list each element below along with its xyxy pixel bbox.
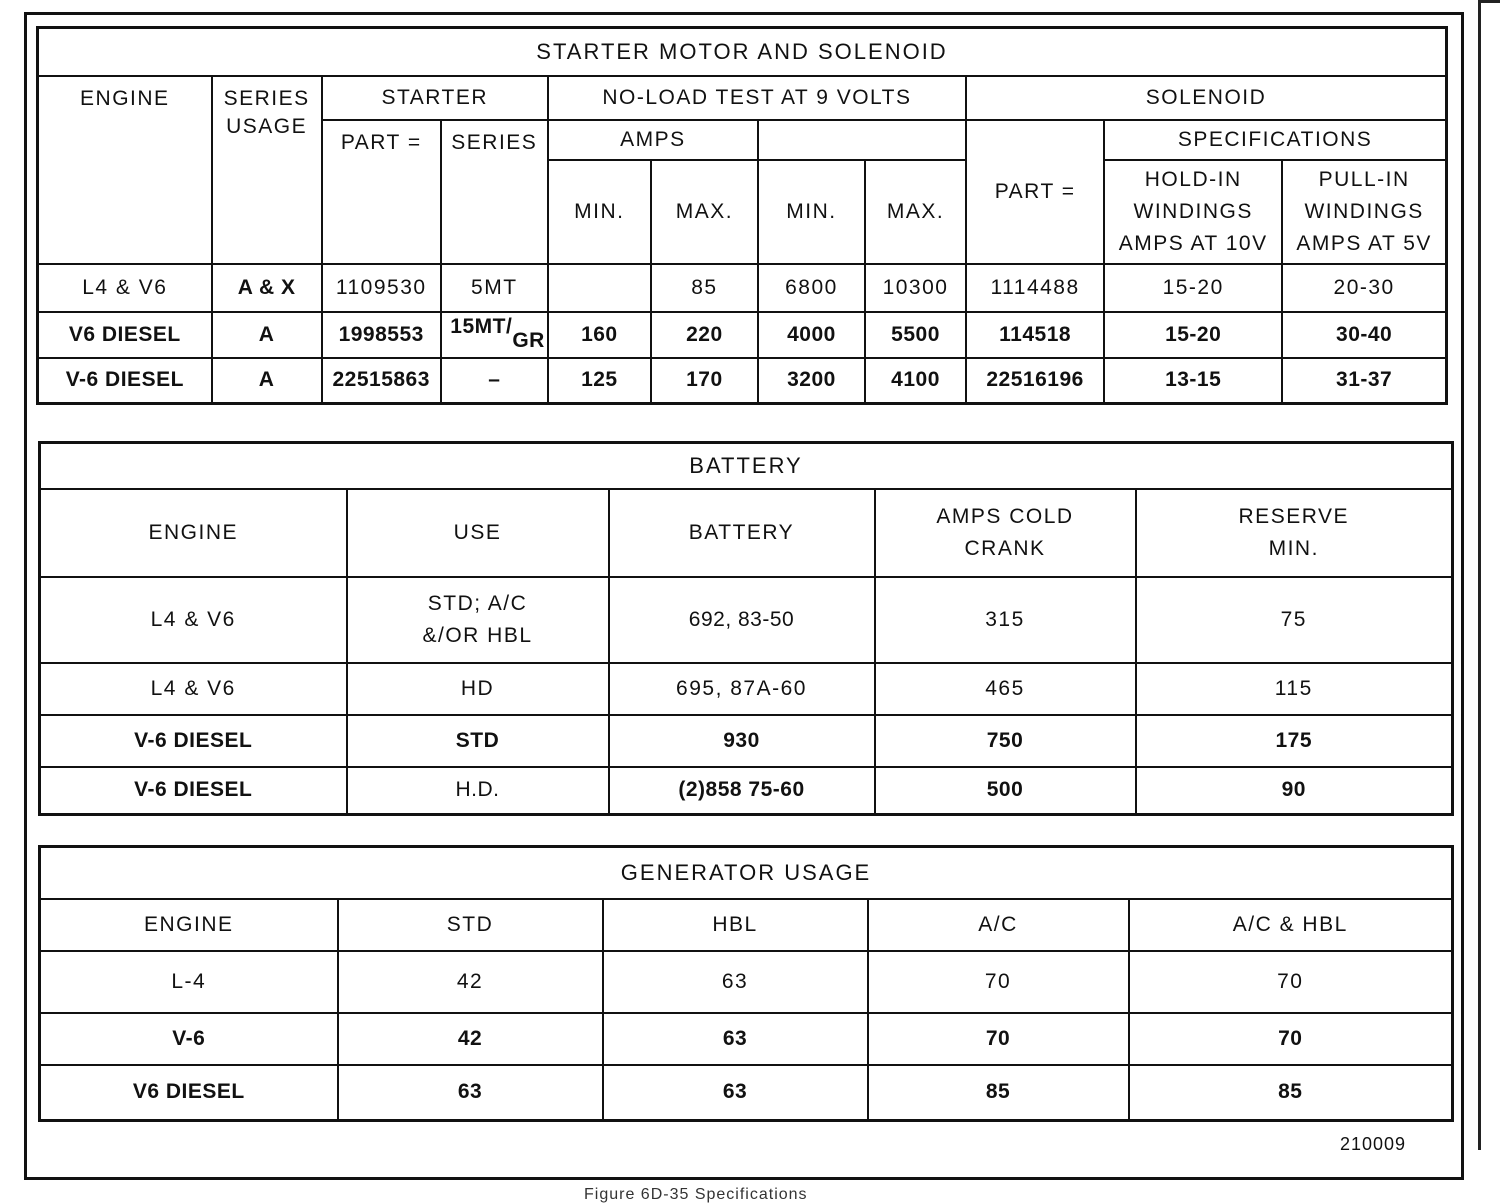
header-engine: ENGINE — [38, 76, 212, 264]
cell-battery: 695, 87A-60 — [609, 663, 875, 715]
cell-part: 1109530 — [322, 264, 441, 312]
page-edge-tick — [1478, 0, 1500, 3]
cell-min: 4000 — [758, 312, 865, 358]
cell-min: 3200 — [758, 358, 865, 404]
cell-battery: 930 — [609, 715, 875, 767]
header-starter: STARTER — [322, 76, 548, 120]
cell-ac-hbl: 85 — [1129, 1065, 1453, 1121]
cell-std: 63 — [338, 1065, 603, 1121]
cell-use: STD; A/C &/OR HBL — [347, 577, 609, 663]
cell-part: 22515863 — [322, 358, 441, 404]
cell-amps: 750 — [875, 715, 1136, 767]
cell-std: 42 — [338, 1013, 603, 1065]
cell-usage: A & X — [212, 264, 322, 312]
cell-battery: 692, 83-50 — [609, 577, 875, 663]
cell-ac-hbl: 70 — [1129, 1013, 1453, 1065]
cell-series-bottom: GR — [512, 328, 545, 352]
cell-amps: 465 — [875, 663, 1136, 715]
cell-series-top: 15MT/ — [450, 314, 513, 338]
header-solenoid-part: PART = — [966, 120, 1104, 264]
header-hold-in: HOLD-IN WINDINGS AMPS AT 10V — [1104, 160, 1282, 264]
header-solenoid: SOLENOID — [966, 76, 1446, 120]
starter-solenoid-table — [36, 26, 1448, 405]
table-row — [40, 663, 1453, 715]
cell-ac: 70 — [868, 1013, 1129, 1065]
cell-engine: V-6 — [40, 1013, 338, 1065]
cell-solenoid-part: 1114488 — [966, 264, 1104, 312]
header-rpm-min: MIN. — [758, 160, 865, 264]
cell-hold-in: 15-20 — [1104, 264, 1282, 312]
cell-use: H.D. — [347, 767, 609, 815]
cell-amps-min: 160 — [548, 312, 651, 358]
starter-title: STARTER MOTOR AND SOLENOID — [38, 28, 1447, 76]
cell-ac: 85 — [868, 1065, 1129, 1121]
cell-std: 42 — [338, 951, 603, 1013]
battery-table — [38, 441, 1454, 816]
cell-amps-max: 85 — [651, 264, 758, 312]
cell-reserve: 75 — [1136, 577, 1453, 663]
header-engine: ENGINE — [40, 489, 347, 577]
cell-solenoid-part: 114518 — [966, 312, 1104, 358]
table-row — [40, 1013, 1453, 1065]
header-amps: AMPS — [548, 120, 758, 160]
cell-pull-in: 20-30 — [1282, 264, 1446, 312]
cell-engine: V-6 DIESEL — [38, 358, 212, 404]
cell-use: HD — [347, 663, 609, 715]
cell-reserve: 175 — [1136, 715, 1453, 767]
header-pull-in: PULL-IN WINDINGS AMPS AT 5V — [1282, 160, 1446, 264]
cell-usage: A — [212, 358, 322, 404]
cell-engine: V-6 DIESEL — [40, 767, 347, 815]
figure-number: 210009 — [1340, 1134, 1407, 1154]
header-ac-hbl: A/C & HBL — [1129, 899, 1453, 951]
cell-amps-min — [548, 264, 651, 312]
header-hbl: HBL — [603, 899, 868, 951]
cell-series: – — [441, 358, 548, 404]
table-row — [40, 577, 1453, 663]
header-std: STD — [338, 899, 603, 951]
header-use: USE — [347, 489, 609, 577]
cell-min: 6800 — [758, 264, 865, 312]
cell-ac-hbl: 70 — [1129, 951, 1453, 1013]
cell-engine: V-6 DIESEL — [40, 715, 347, 767]
header-specifications: SPECIFICATIONS — [1104, 120, 1446, 160]
cell-hbl: 63 — [603, 1065, 868, 1121]
table-row — [38, 312, 1447, 358]
header-reserve-min: RESERVE MIN. — [1136, 489, 1453, 577]
cell-series — [441, 312, 548, 358]
cell-max: 10300 — [865, 264, 966, 312]
cell-solenoid-part: 22516196 — [966, 358, 1104, 404]
cell-amps-max: 220 — [651, 312, 758, 358]
figure-caption: Figure 6D-35 Specifications — [584, 1186, 808, 1203]
table-row — [40, 715, 1453, 767]
header-starter-series: SERIES — [441, 120, 548, 264]
cell-engine: L4 & V6 — [40, 577, 347, 663]
cell-series: 5MT — [441, 264, 548, 312]
header-amps-max: MAX. — [651, 160, 758, 264]
cell-reserve: 115 — [1136, 663, 1453, 715]
cell-use: STD — [347, 715, 609, 767]
page-edge-line — [1478, 0, 1481, 1150]
cell-engine: V6 DIESEL — [40, 1065, 338, 1121]
header-amps-min: MIN. — [548, 160, 651, 264]
table-row — [40, 951, 1453, 1013]
cell-part: 1998553 — [322, 312, 441, 358]
cell-hold-in: 15-20 — [1104, 312, 1282, 358]
table-row — [38, 264, 1447, 312]
cell-max: 5500 — [865, 312, 966, 358]
cell-amps-max: 170 — [651, 358, 758, 404]
header-rpm-blank — [758, 120, 966, 160]
cell-engine: L4 & V6 — [38, 264, 212, 312]
header-engine: ENGINE — [40, 899, 338, 951]
cell-amps-min: 125 — [548, 358, 651, 404]
table-row — [38, 358, 1447, 404]
generator-title: GENERATOR USAGE — [40, 847, 1453, 899]
cell-pull-in: 30-40 — [1282, 312, 1446, 358]
header-amps-cold-crank: AMPS COLD CRANK — [875, 489, 1136, 577]
cell-pull-in: 31-37 — [1282, 358, 1446, 404]
cell-engine: L4 & V6 — [40, 663, 347, 715]
cell-amps: 500 — [875, 767, 1136, 815]
table-row — [40, 1065, 1453, 1121]
cell-amps: 315 — [875, 577, 1136, 663]
cell-max: 4100 — [865, 358, 966, 404]
cell-battery: (2)858 75-60 — [609, 767, 875, 815]
cell-usage: A — [212, 312, 322, 358]
cell-engine: V6 DIESEL — [38, 312, 212, 358]
header-no-load-test: NO-LOAD TEST AT 9 VOLTS — [548, 76, 966, 120]
generator-usage-table — [38, 845, 1454, 1122]
header-starter-part: PART = — [322, 120, 441, 264]
cell-engine: L-4 — [40, 951, 338, 1013]
header-ac: A/C — [868, 899, 1129, 951]
cell-hbl: 63 — [603, 1013, 868, 1065]
cell-hbl: 63 — [603, 951, 868, 1013]
cell-hold-in: 13-15 — [1104, 358, 1282, 404]
table-row — [40, 767, 1453, 815]
cell-reserve: 90 — [1136, 767, 1453, 815]
cell-ac: 70 — [868, 951, 1129, 1013]
header-battery: BATTERY — [609, 489, 875, 577]
header-rpm-max: MAX. — [865, 160, 966, 264]
header-series-usage: SERIES USAGE — [212, 76, 322, 264]
battery-title: BATTERY — [40, 443, 1453, 489]
